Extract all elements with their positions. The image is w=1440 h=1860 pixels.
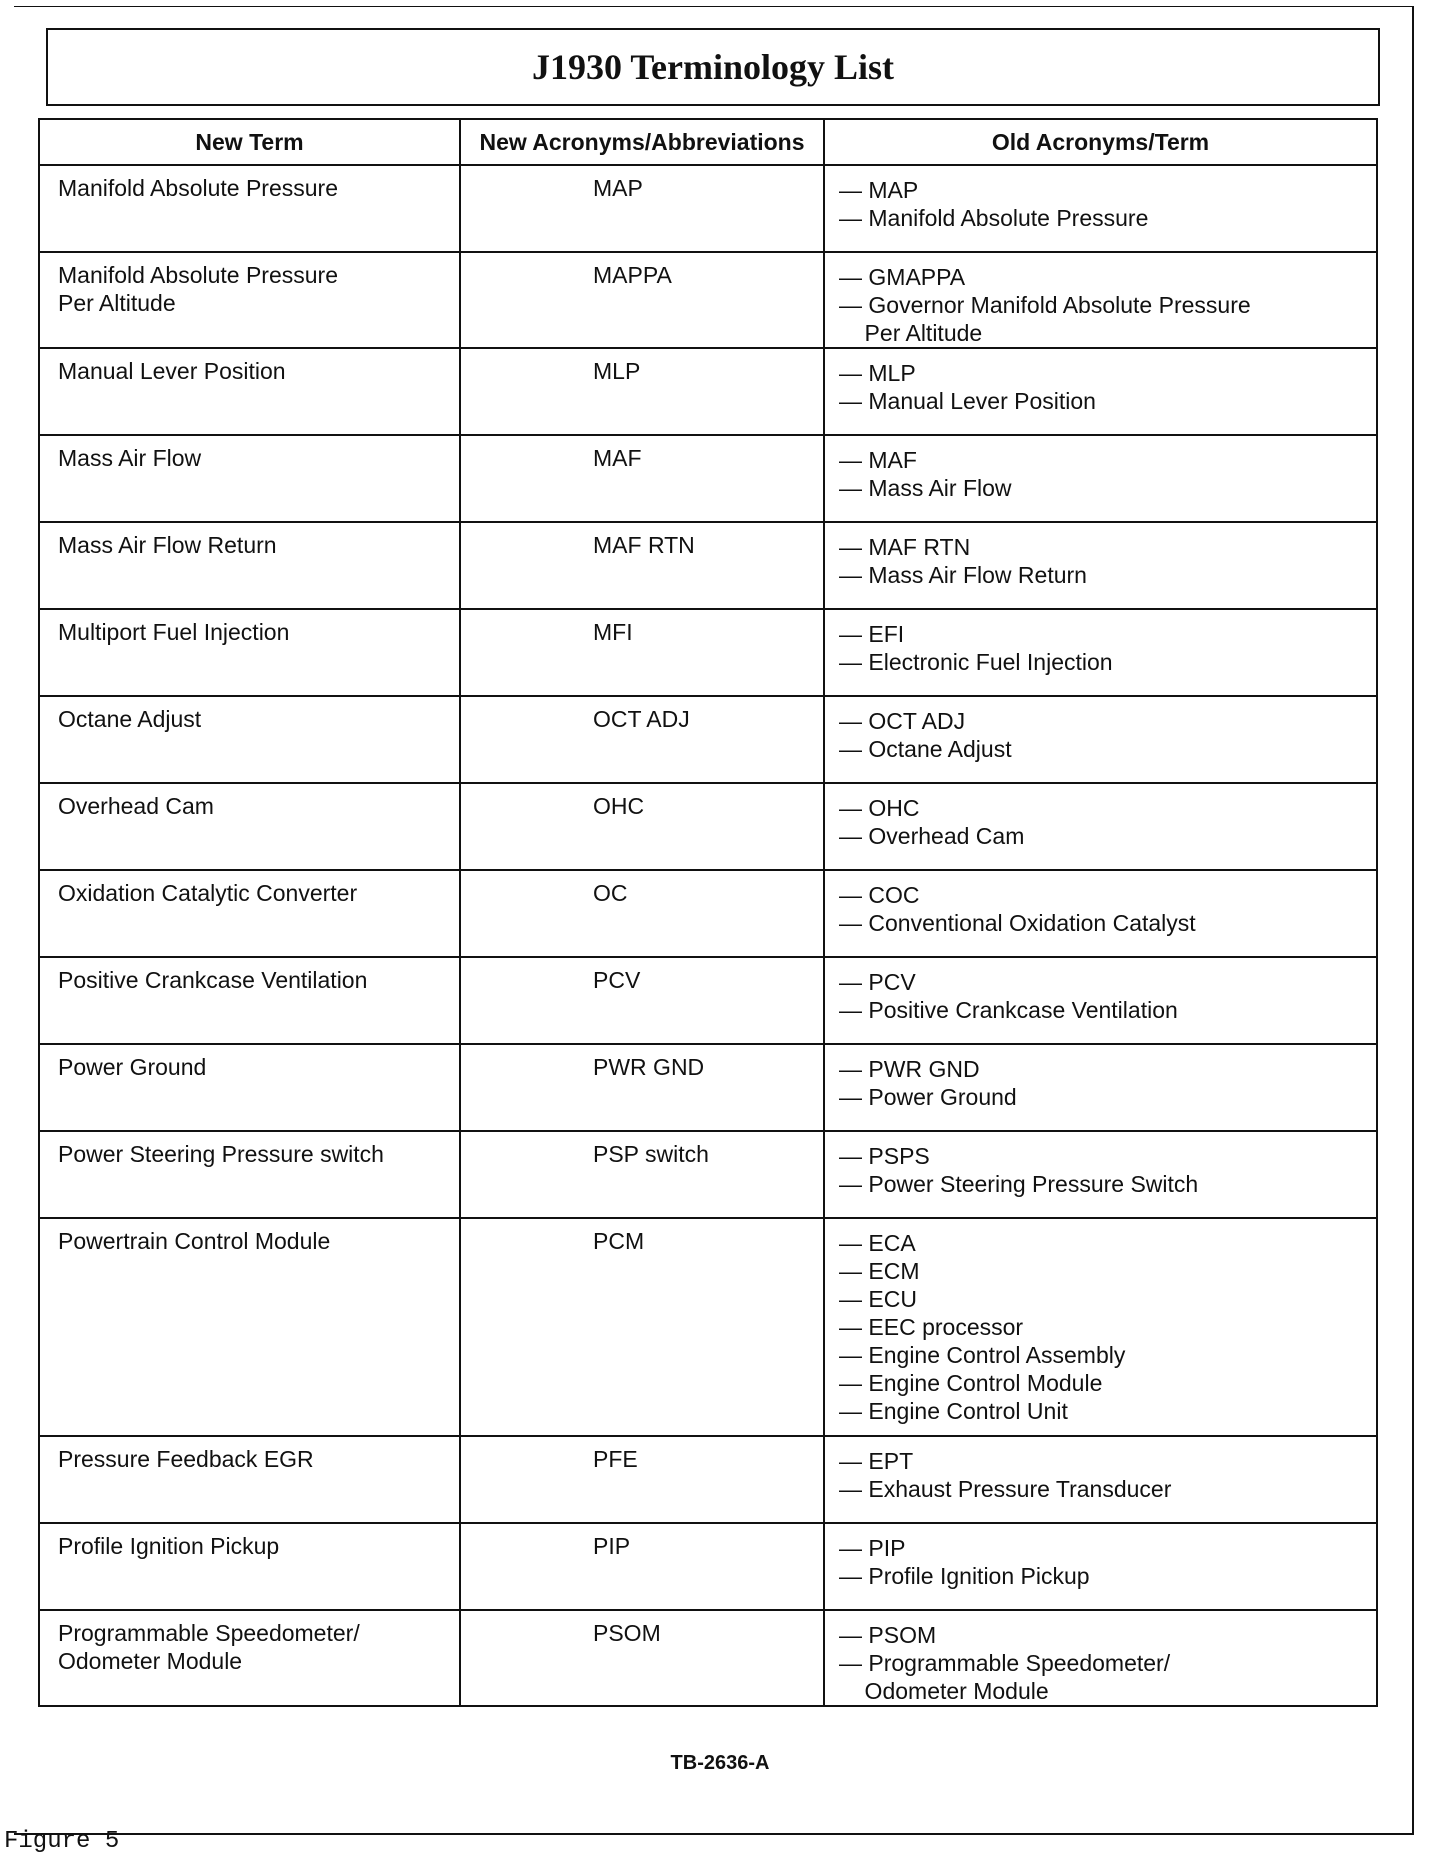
new-acronym-cell: MAF RTN — [460, 522, 824, 609]
old-acronym-line: Per Altitude — [839, 320, 983, 346]
old-acronyms-cell — [824, 165, 1377, 252]
header-new-term: New Term — [39, 119, 460, 165]
terminology-table — [38, 118, 1378, 1707]
new-acronym-cell: PSP switch — [460, 1131, 824, 1218]
new-acronym-cell: PIP — [460, 1523, 824, 1610]
old-acronym-line: — Manual Lever Position — [839, 388, 1096, 414]
new-term-cell — [39, 348, 460, 435]
new-acronym-cell: OCT ADJ — [460, 696, 824, 783]
old-acronym-line: — Positive Crankcase Ventilation — [839, 997, 1178, 1023]
old-acronym-line: — Profile Ignition Pickup — [839, 1563, 1090, 1589]
old-acronym-line: — PSOM — [839, 1622, 937, 1648]
old-acronym-line: — MAF RTN — [839, 534, 971, 560]
old-acronyms-cell — [824, 348, 1377, 435]
page-title: J1930 Terminology List — [46, 28, 1380, 106]
table-row — [39, 957, 1377, 1044]
old-acronyms-cell — [824, 522, 1377, 609]
document-code: TB-2636-A — [670, 1752, 770, 1774]
new-acronym-cell: PSOM — [460, 1610, 824, 1706]
new-term-line: Manifold Absolute Pressure — [58, 175, 338, 201]
old-acronyms-cell — [824, 957, 1377, 1044]
old-acronyms-cell — [824, 783, 1377, 870]
new-term-line: Multiport Fuel Injection — [58, 619, 290, 645]
old-acronyms-cell — [824, 435, 1377, 522]
old-acronym-line: — GMAPPA — [839, 264, 966, 290]
old-acronyms-cell — [824, 870, 1377, 957]
table-row — [39, 1218, 1377, 1436]
header-old-acronyms: Old Acronyms/Term — [824, 119, 1377, 165]
old-acronym-line: — Engine Control Module — [839, 1370, 1103, 1396]
old-acronym-line: — Power Ground — [839, 1084, 1017, 1110]
old-acronyms-cell — [824, 696, 1377, 783]
old-acronym-line: — OHC — [839, 795, 920, 821]
old-acronym-line: — MAF — [839, 447, 917, 473]
new-acronym-cell: MLP — [460, 348, 824, 435]
new-term-cell — [39, 435, 460, 522]
old-acronym-line: — Electronic Fuel Injection — [839, 649, 1113, 675]
new-term-line: Mass Air Flow — [58, 445, 202, 471]
new-term-cell — [39, 1218, 460, 1436]
new-acronym-cell: PFE — [460, 1436, 824, 1523]
new-term-cell — [39, 252, 460, 348]
old-acronyms-cell — [824, 1610, 1377, 1706]
new-term-cell — [39, 1436, 460, 1523]
new-term-line: Pressure Feedback EGR — [58, 1446, 314, 1472]
old-acronym-line: — Governor Manifold Absolute Pressure — [839, 292, 1251, 318]
old-acronym-line: — EPT — [839, 1448, 914, 1474]
old-acronyms-cell — [824, 1218, 1377, 1436]
new-term-line: Positive Crankcase Ventilation — [58, 967, 368, 993]
old-acronym-line: — Manifold Absolute Pressure — [839, 205, 1149, 231]
old-acronym-line: — EFI — [839, 621, 905, 647]
table-row — [39, 165, 1377, 252]
old-acronym-line: Odometer Module — [839, 1678, 1049, 1704]
old-acronym-line: — Octane Adjust — [839, 736, 1012, 762]
new-term-line: Mass Air Flow Return — [58, 532, 277, 558]
table-row — [39, 1131, 1377, 1218]
new-acronym-cell: MAPPA — [460, 252, 824, 348]
table-row — [39, 1044, 1377, 1131]
old-acronym-line: — COC — [839, 882, 920, 908]
new-acronym-cell: MFI — [460, 609, 824, 696]
new-term-cell — [39, 522, 460, 609]
new-term-line: Power Steering Pressure switch — [58, 1141, 384, 1167]
table-row — [39, 609, 1377, 696]
old-acronym-line: — PWR GND — [839, 1056, 980, 1082]
old-acronym-line: — Conventional Oxidation Catalyst — [839, 910, 1196, 936]
new-acronym-cell: OC — [460, 870, 824, 957]
new-term-line: Powertrain Control Module — [58, 1228, 331, 1254]
new-term-line: Per Altitude — [58, 290, 176, 316]
new-term-cell — [39, 165, 460, 252]
new-term-cell — [39, 957, 460, 1044]
new-term-line: Manual Lever Position — [58, 358, 286, 384]
old-acronym-line: — Mass Air Flow Return — [839, 562, 1087, 588]
old-acronyms-cell — [824, 1044, 1377, 1131]
new-term-cell — [39, 609, 460, 696]
table-row — [39, 1610, 1377, 1706]
table-row — [39, 252, 1377, 348]
old-acronym-line: — Programmable Speedometer/ — [839, 1650, 1171, 1676]
table-row — [39, 696, 1377, 783]
old-acronym-line: — Power Steering Pressure Switch — [839, 1171, 1199, 1197]
new-acronym-cell: PCM — [460, 1218, 824, 1436]
old-acronyms-cell — [824, 1436, 1377, 1523]
table-row — [39, 870, 1377, 957]
figure-label: Figure 5 — [4, 1828, 120, 1855]
old-acronym-line: — EEC processor — [839, 1314, 1024, 1340]
new-term-line: Manifold Absolute Pressure — [58, 262, 338, 288]
new-term-cell — [39, 1610, 460, 1706]
old-acronym-line: — ECA — [839, 1230, 916, 1256]
table-row — [39, 348, 1377, 435]
new-term-cell — [39, 783, 460, 870]
new-acronym-cell: MAF — [460, 435, 824, 522]
old-acronyms-cell — [824, 609, 1377, 696]
table-header-row — [39, 119, 1377, 165]
old-acronyms-cell — [824, 1523, 1377, 1610]
table-row — [39, 1436, 1377, 1523]
table-row — [39, 783, 1377, 870]
new-term-line: Power Ground — [58, 1054, 207, 1080]
new-term-line: Programmable Speedometer/ — [58, 1620, 360, 1646]
new-term-line: Oxidation Catalytic Converter — [58, 880, 358, 906]
old-acronym-line: — Engine Control Assembly — [839, 1342, 1126, 1368]
old-acronym-line: — PIP — [839, 1535, 906, 1561]
old-acronym-line: — OCT ADJ — [839, 708, 966, 734]
new-acronym-cell: OHC — [460, 783, 824, 870]
old-acronyms-cell — [824, 1131, 1377, 1218]
new-acronym-cell: PCV — [460, 957, 824, 1044]
table-row — [39, 522, 1377, 609]
old-acronym-line: — MLP — [839, 360, 916, 386]
header-new-acronyms: New Acronyms/Abbreviations — [460, 119, 824, 165]
new-term-cell — [39, 870, 460, 957]
old-acronyms-cell — [824, 252, 1377, 348]
table-row — [39, 435, 1377, 522]
old-acronym-line: — Mass Air Flow — [839, 475, 1012, 501]
new-term-cell — [39, 1523, 460, 1610]
old-acronym-line: — ECU — [839, 1286, 917, 1312]
new-term-cell — [39, 1131, 460, 1218]
old-acronym-line: — ECM — [839, 1258, 920, 1284]
old-acronym-line: — Engine Control Unit — [839, 1398, 1068, 1424]
new-term-line: Octane Adjust — [58, 706, 202, 732]
old-acronym-line: — Overhead Cam — [839, 823, 1025, 849]
old-acronym-line: — PSPS — [839, 1143, 930, 1169]
old-acronym-line: — Exhaust Pressure Transducer — [839, 1476, 1172, 1502]
old-acronym-line: — MAP — [839, 177, 919, 203]
new-acronym-cell: PWR GND — [460, 1044, 824, 1131]
new-term-line: Odometer Module — [58, 1648, 243, 1674]
new-acronym-cell: MAP — [460, 165, 824, 252]
new-term-cell — [39, 1044, 460, 1131]
new-term-line: Profile Ignition Pickup — [58, 1533, 280, 1559]
table-row — [39, 1523, 1377, 1610]
new-term-line: Overhead Cam — [58, 793, 214, 819]
new-term-cell — [39, 696, 460, 783]
old-acronym-line: — PCV — [839, 969, 916, 995]
